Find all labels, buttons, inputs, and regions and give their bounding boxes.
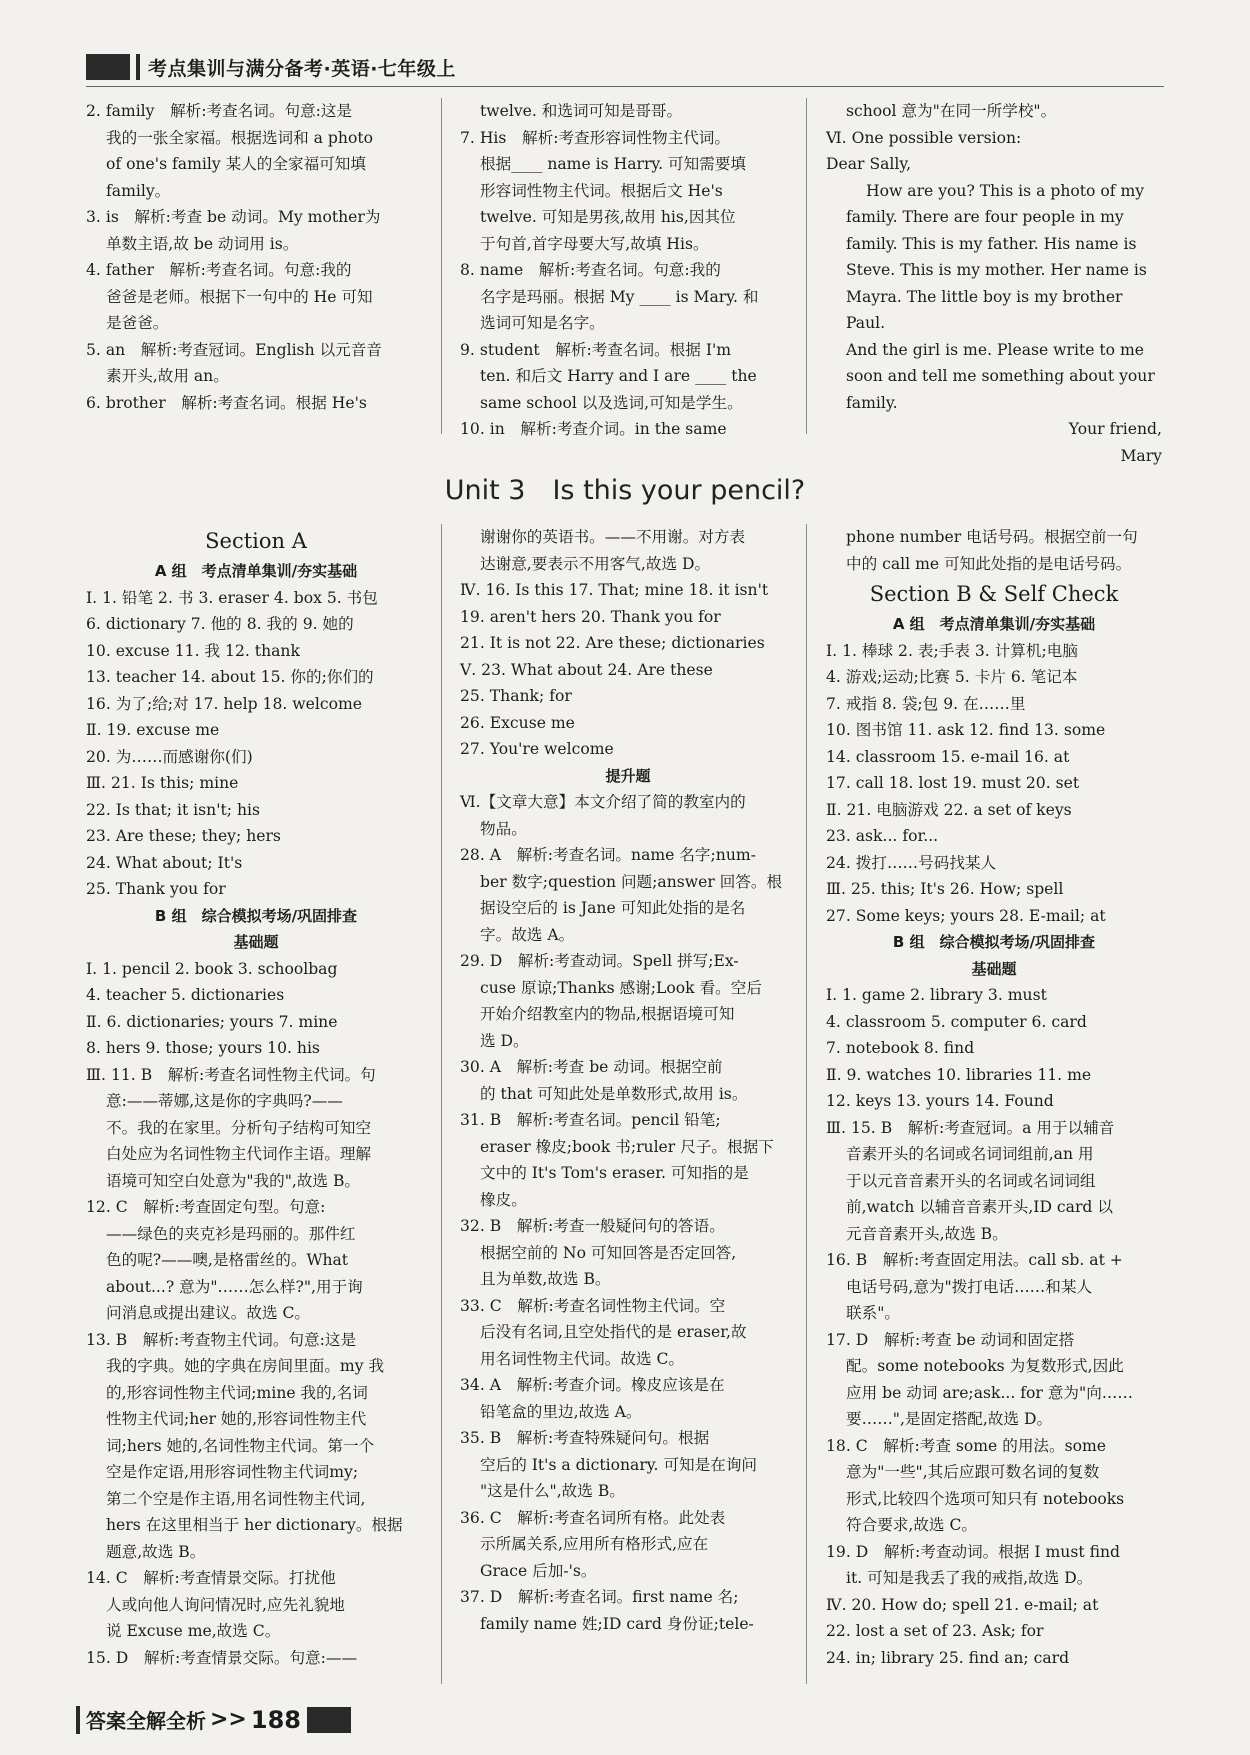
text-line: 26. Excuse me	[460, 713, 575, 732]
text-line: 谢谢你的英语书。——不用谢。对方表	[480, 528, 746, 546]
text-line: 后没有名词,且空处指代的是 eraser,故	[480, 1323, 747, 1341]
text-line: 不。我的在家里。分析句子结构可知空	[106, 1118, 372, 1137]
text-line: 我的字典。她的字典在房间里面。my 我	[106, 1357, 385, 1375]
text-line: 24. in; library 25. find an; card	[826, 1648, 1070, 1667]
text-line: 的,形容词性物主代词;mine 我的,名词	[106, 1383, 368, 1402]
text-line: Your friend,	[1068, 420, 1162, 438]
text-line: 开始介绍教室内的物品,根据语境可知	[480, 1005, 735, 1023]
text-line: 34. A 解析:考查介词。橡皮应该是在	[460, 1376, 725, 1394]
text-line: 空后的 It's a dictionary. 可知是在询问	[480, 1455, 758, 1474]
bottom-column-1	[86, 524, 426, 1671]
text-line: 33. C 解析:考查名词性物主代词。空	[460, 1296, 726, 1315]
text-line: Dear Sally,	[826, 155, 912, 173]
text-line: A 组 考点清单集训/夯实基础	[154, 562, 358, 580]
text-line: 7. His 解析:考查形容词性物主代词。	[460, 128, 730, 147]
text-line: 19. D 解析:考查动词。根据 I must find	[826, 1542, 1121, 1561]
text-line: 用名词性物主代词。故选 C。	[480, 1349, 685, 1368]
text-line: 15. D 解析:考查情景交际。句意:——	[86, 1648, 358, 1667]
text-line: it. 可知是我丢了我的戒指,故选 D。	[846, 1569, 1093, 1587]
text-line: Ⅰ. 1. game 2. library 3. must	[826, 986, 1047, 1004]
text-line: family。	[106, 181, 171, 200]
text-line: Section B & Self Check	[869, 582, 1119, 606]
text-line: 形式,比较四个选项可知只有 notebooks	[846, 1489, 1125, 1508]
text-line: 10. excuse 11. 我 12. thank	[86, 641, 300, 660]
text-line: "这是什么",故选 B。	[480, 1482, 625, 1500]
text-line: 2. family 解析:考查名词。句意:这是	[86, 102, 353, 120]
text-line: 联系"。	[846, 1304, 900, 1322]
text-line: 28. A 解析:考查名词。name 名字;num-	[460, 846, 756, 864]
text-line: Ⅵ.【文章大意】本文介绍了简的教室内的	[460, 793, 746, 811]
text-line: 30. A 解析:考查 be 动词。根据空前	[460, 1058, 723, 1076]
text-line: 字。故选 A。	[480, 925, 575, 944]
text-line: Mary	[1120, 446, 1162, 465]
text-line: 17. D 解析:考查 be 动词和固定搭	[826, 1330, 1075, 1349]
text-line: 空是作定语,用形容词性物主代词my;	[106, 1463, 359, 1481]
text-line: 7. 戒指 8. 袋;包 9. 在……里	[826, 694, 1026, 713]
text-line: family. This is my father. His name is	[846, 234, 1137, 253]
text-line: family.	[846, 393, 898, 412]
text-line: 达谢意,要表示不用客气,故选 D。	[480, 554, 711, 573]
text-line: 4. father 解析:考查名词。句意:我的	[86, 261, 352, 279]
text-line: 是爸爸。	[106, 314, 169, 332]
text-line: 25. Thank you for	[86, 880, 226, 898]
text-line: Section A	[205, 529, 307, 553]
chevron-right-icon: >>	[210, 1707, 247, 1732]
text-line: twelve. 和选词可知是哥哥。	[480, 102, 683, 120]
text-line: 19. aren't hers 20. Thank you for	[460, 607, 721, 626]
text-line: And the girl is me. Please write to me	[846, 340, 1145, 359]
footer-bar	[76, 1706, 80, 1734]
text-line: ——绿色的夹克衫是玛丽的。那件红	[106, 1224, 356, 1243]
bottom-column-3	[826, 524, 1162, 1671]
text-line: 23. ask... for...	[826, 827, 939, 845]
text-line: 7. notebook 8. find	[826, 1039, 975, 1057]
text-line: eraser 橡皮;book 书;ruler 尺子。根据下	[480, 1137, 774, 1156]
text-line: Ⅱ. 9. watches 10. libraries 11. me	[826, 1065, 1092, 1084]
text-line: 根据____ name is Harry. 可知需要填	[480, 155, 747, 173]
text-line: 名字是玛丽。根据 My ____ is Mary. 和	[480, 287, 759, 306]
text-line: 10. in 解析:考查介词。in the same	[460, 420, 727, 438]
text-line: B 组 综合模拟考场/巩固排查	[154, 906, 358, 925]
text-line: 提升题	[605, 766, 651, 785]
text-line: 6. brother 解析:考查名词。根据 He's	[86, 393, 367, 412]
text-line: 人或向他人询问情况时,应先礼貌地	[106, 1595, 345, 1614]
text-line: 的 that 可知此处是单数形式,故用 is。	[480, 1084, 748, 1103]
text-line: 23. Are these; they; hers	[86, 827, 281, 845]
text-line: 语境可知空白处意为"我的",故选 B。	[106, 1171, 361, 1190]
text-line: 8. hers 9. those; yours 10. his	[86, 1039, 320, 1057]
text-line: B 组 综合模拟考场/巩固排查	[892, 933, 1096, 951]
unit-title: Unit 3 Is this your pencil?	[444, 475, 806, 506]
text-line: ten. 和后文 Harry and I are ____ the	[480, 367, 757, 385]
text-line: 13. teacher 14. about 15. 你的;你们的	[86, 668, 374, 686]
text-line: 根据空前的 No 可知回答是否定回答,	[480, 1243, 737, 1262]
text-line: 文中的 It's Tom's eraser. 可知指的是	[480, 1164, 749, 1182]
text-line: 色的呢?——噢,是格雷丝的。What	[106, 1251, 349, 1269]
text-line: 4. teacher 5. dictionaries	[86, 986, 285, 1004]
text-line: cuse 原谅;Thanks 感谢;Look 看。空后	[480, 978, 762, 997]
text-line: 于句首,首字母要大写,故填 His。	[480, 234, 709, 253]
footer-block	[307, 1707, 351, 1733]
text-line: 21. It is not 22. Are these; dictionaries	[460, 634, 765, 652]
text-line: 37. D 解析:考查名词。first name 名;	[460, 1588, 739, 1606]
text-line: 25. Thank; for	[460, 687, 572, 705]
text-line: Ⅵ. One possible version:	[826, 128, 1022, 147]
header-bar	[136, 54, 140, 80]
text-line: 问消息或提出建议。故选 C。	[106, 1304, 311, 1322]
text-line: 12. keys 13. yours 14. Found	[826, 1092, 1054, 1110]
text-line: 性物主代词;her 她的,形容词性物主代	[106, 1410, 367, 1428]
text-line: 橡皮。	[480, 1190, 527, 1209]
text-line: 要……",是固定搭配,故选 D。	[846, 1410, 1053, 1428]
text-line: Ⅴ. 23. What about 24. Are these	[460, 660, 713, 679]
text-line: 9. student 解析:考查名词。根据 I'm	[460, 340, 732, 359]
text-line: Ⅲ. 25. this; It's 26. How; spell	[826, 880, 1064, 898]
text-line: soon and tell me something about your	[846, 367, 1155, 385]
text-line: 22. lost a set of 23. Ask; for	[826, 1622, 1044, 1640]
text-line: 题意,故选 B。	[106, 1542, 206, 1561]
text-line: family. There are four people in my	[846, 208, 1124, 226]
text-line: 爸爸是老师。根据下一句中的 He 可知	[106, 287, 373, 306]
top-column-2	[460, 98, 796, 443]
text-line: 16. 为了;给;对 17. help 18. welcome	[86, 694, 363, 713]
header-block	[86, 54, 130, 80]
text-line: 选词可知是名字。	[480, 314, 605, 332]
text-line: Steve. This is my mother. Her name is	[846, 261, 1147, 279]
column-divider	[441, 524, 442, 1684]
text-line: school 意为"在同一所学校"。	[846, 102, 1057, 120]
text-line: 铅笔盒的里边,故选 A。	[480, 1402, 642, 1421]
text-line: 17. call 18. lost 19. must 20. set	[826, 774, 1080, 792]
text-line: Ⅳ. 20. How do; spell 21. e-mail; at	[826, 1595, 1099, 1614]
text-line: 前,watch 以辅音音素开头,ID card 以	[846, 1198, 1113, 1216]
text-line: 12. C 解析:考查固定句型。句意:	[86, 1198, 326, 1216]
text-line: How are you? This is a photo of my	[866, 181, 1145, 200]
text-line: 27. You're welcome	[460, 740, 614, 758]
header-rule	[86, 86, 1164, 87]
text-line: A 组 考点清单集训/夯实基础	[892, 615, 1096, 633]
text-line: 36. C 解析:考查名词所有格。此处表	[460, 1508, 726, 1527]
page-header	[86, 52, 456, 82]
text-line: 音素开头的名词或名词词组前,an 用	[846, 1145, 1094, 1163]
text-line: Mayra. The little boy is my brother Paul.	[846, 287, 1123, 332]
text-line: 3. is 解析:考查 be 动词。My mother为	[86, 208, 381, 226]
column-divider	[806, 524, 807, 1684]
header-title: 考点集训与满分备考·英语·七年级上	[148, 57, 456, 80]
bottom-column-2	[460, 524, 796, 1637]
text-line: 14. C 解析:考查情景交际。打扰他	[86, 1569, 336, 1587]
text-line: 形容词性物主代词。根据后文 He's	[480, 181, 723, 200]
text-line: 应用 be 动词 are;ask... for 意为"向……	[846, 1383, 1133, 1402]
text-line: Ⅱ. 21. 电脑游戏 22. a set of keys	[826, 800, 1072, 819]
text-line: 据设空后的 is Jane 可知此处指的是名	[480, 899, 746, 917]
text-line: Ⅰ. 1. 棒球 2. 表;手表 3. 计算机;电脑	[826, 641, 1078, 660]
text-line: Ⅲ. 11. B 解析:考查名词性物主代词。句	[86, 1065, 376, 1084]
column-divider	[441, 98, 442, 434]
text-line: Ⅲ. 15. B 解析:考查冠词。a 用于以辅音	[826, 1118, 1115, 1137]
text-line: 于以元音音素开头的名词或名词词组	[846, 1171, 1096, 1190]
text-line: 24. 拨打……号码找某人	[826, 853, 997, 872]
text-line: 18. C 解析:考查 some 的用法。some	[826, 1436, 1107, 1455]
text-line: 选 D。	[480, 1031, 529, 1050]
text-line: 35. B 解析:考查特殊疑问句。根据	[460, 1429, 710, 1447]
text-line: 27. Some keys; yours 28. E-mail; at	[826, 906, 1106, 925]
page-number: 188	[250, 1705, 301, 1734]
text-line: 符合要求,故选 C。	[846, 1516, 978, 1534]
text-line: Ⅰ. 1. 铅笔 2. 书 3. eraser 4. box 5. 书包	[86, 588, 378, 607]
text-line: 32. B 解析:考查一般疑问句的答语。	[460, 1217, 725, 1235]
text-line: 16. B 解析:考查固定用法。call sb. at +	[826, 1251, 1123, 1269]
text-line: 10. 图书馆 11. ask 12. find 13. some	[826, 721, 1106, 739]
text-line: 配。some notebooks 为复数形式,因此	[846, 1357, 1124, 1375]
text-line: 我的一张全家福。根据选词和 a photo	[106, 128, 373, 147]
text-line: phone number 电话号码。根据空前一句	[846, 528, 1138, 546]
text-line: 4. classroom 5. computer 6. card	[826, 1012, 1087, 1031]
text-line: of one's family 某人的全家福可知填	[106, 155, 366, 173]
text-line: 白处应为名词性物主代词作主语。理解	[106, 1145, 372, 1163]
text-line: 素开头,故用 an。	[106, 367, 229, 385]
page-footer	[76, 1705, 351, 1734]
footer-label: 答案全解全析	[86, 1709, 206, 1733]
text-line: 物品。	[480, 819, 527, 838]
text-line: 中的 call me 可知此处指的是电话号码。	[846, 554, 1132, 573]
text-line: 说 Excuse me,故选 C。	[106, 1622, 281, 1640]
text-line: 5. an 解析:考查冠词。English 以元音音	[86, 340, 382, 359]
text-line: Ⅰ. 1. pencil 2. book 3. schoolbag	[86, 959, 338, 978]
column-divider	[806, 98, 807, 434]
text-line: Ⅱ. 6. dictionaries; yours 7. mine	[86, 1012, 338, 1031]
text-line: 20. 为……而感谢你(们)	[86, 747, 253, 766]
text-line: 电话号码,意为"拨打电话……和某人	[846, 1277, 1093, 1296]
text-line: 24. What about; It's	[86, 853, 243, 872]
text-line: ber 数字;question 问题;answer 回答。根	[480, 872, 783, 891]
text-line: hers 在这里相当于 her dictionary。根据	[106, 1516, 403, 1534]
top-column-3	[826, 98, 1162, 469]
text-line: 单数主语,故 be 动词用 is。	[106, 234, 299, 253]
text-line: 元音音素开头,故选 B。	[846, 1224, 1008, 1243]
text-line: 13. B 解析:考查物主代词。句意:这是	[86, 1330, 357, 1349]
text-line: 示所属关系,应用所有格形式,应在	[480, 1535, 709, 1553]
text-line: 且为单数,故选 B。	[480, 1270, 611, 1288]
text-line: family name 姓;ID card 身份证;tele-	[480, 1614, 754, 1633]
top-column-1	[86, 98, 426, 416]
text-line: 14. classroom 15. e-mail 16. at	[826, 747, 1070, 766]
text-line: 6. dictionary 7. 他的 8. 我的 9. 她的	[86, 615, 354, 633]
text-line: 词;hers 她的,名词性物主代词。第一个	[106, 1436, 375, 1455]
text-line: 31. B 解析:考查名词。pencil 铅笔;	[460, 1111, 721, 1129]
text-line: Ⅳ. 16. Is this 17. That; mine 18. it isn't	[460, 581, 769, 599]
text-line: Ⅲ. 21. Is this; mine	[86, 774, 239, 792]
text-line: same school 以及选词,可知是学生。	[480, 393, 743, 412]
text-line: about...? 意为"……怎么样?",用于询	[106, 1277, 363, 1296]
text-line: 意为"一些",其后应跟可数名词的复数	[846, 1463, 1100, 1481]
text-line: 8. name 解析:考查名词。句意:我的	[460, 261, 721, 279]
text-line: 意:——蒂娜,这是你的字典吗?——	[106, 1092, 343, 1110]
text-line: 4. 游戏;运动;比赛 5. 卡片 6. 笔记本	[826, 668, 1078, 686]
text-line: twelve. 可知是男孩,故用 his,因其位	[480, 208, 736, 226]
text-line: 22. Is that; it isn't; his	[86, 800, 260, 819]
text-line: 29. D 解析:考查动词。Spell 拼写;Ex-	[460, 952, 739, 970]
text-line: 基础题	[971, 959, 1017, 978]
text-line: 第二个空是作主语,用名词性物主代词,	[106, 1489, 366, 1508]
text-line: 基础题	[233, 933, 279, 951]
text-line: Ⅱ. 19. excuse me	[86, 721, 220, 739]
text-line: Grace 后加-'s。	[480, 1561, 597, 1580]
